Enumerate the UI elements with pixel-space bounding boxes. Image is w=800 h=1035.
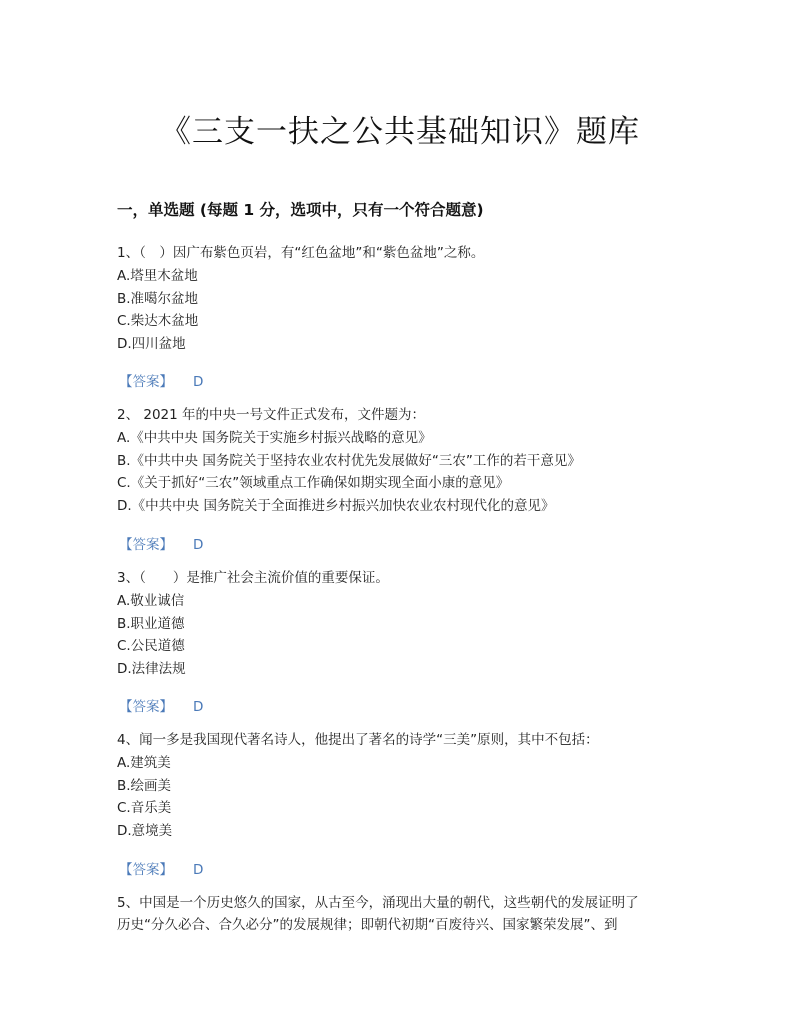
question-2 <box>117 404 687 517</box>
answer-value: D <box>193 862 204 878</box>
option-a: A.建筑美 <box>117 755 171 771</box>
answer-label: 【答案】 <box>119 699 173 715</box>
section-heading: 一，单选题 (每题 1 分，选项中，只有一个符合题意) <box>117 201 484 219</box>
option-b: B.绘画美 <box>117 777 172 794</box>
option-d: D.法律法规 <box>117 660 186 677</box>
question-stem-line-2: 历史“分久必合、合久必分”的发展规律；即朝代初期“百废待兴、国家繁荣发展”、到 <box>117 917 618 933</box>
option-a: A.塔里木盆地 <box>117 268 198 284</box>
question-stem-line-1: 5、中国是一个历史悠久的国家，从古至今，涌现出大量的朝代，这些朝代的发展证明了 <box>117 895 639 911</box>
option-c: C.公民道德 <box>117 638 185 654</box>
answer-4 <box>117 858 203 878</box>
answer-value: D <box>193 699 204 715</box>
option-d: D.意境美 <box>117 822 173 839</box>
answer-1 <box>117 370 203 390</box>
answer-label: 【答案】 <box>119 537 173 553</box>
question-4 <box>117 729 687 842</box>
option-a: A.敬业诚信 <box>117 593 185 609</box>
question-3 <box>117 567 687 680</box>
answer-label: 【答案】 <box>119 862 173 878</box>
option-c: C.《关于抓好“三农”领域重点工作确保如期实现全面小康的意见》 <box>117 475 510 491</box>
question-stem: 3、（ ）是推广社会主流价值的重要保证。 <box>117 570 389 586</box>
answer-value: D <box>193 537 204 553</box>
option-a: A.《中共中央 国务院关于实施乡村振兴战略的意见》 <box>117 430 432 446</box>
question-stem: 1、（ ）因广布紫色页岩，有“红色盆地”和“紫色盆地”之称。 <box>117 245 485 261</box>
option-c: C.音乐美 <box>117 800 172 816</box>
option-d: D.《中共中央 国务院关于全面推进乡村振兴加快农业农村现代化的意见》 <box>117 497 555 514</box>
option-c: C.柴达木盆地 <box>117 313 199 329</box>
question-1 <box>117 242 687 355</box>
question-stem: 4、闻一多是我国现代著名诗人，他提出了著名的诗学“三美”原则，其中不包括： <box>117 732 599 748</box>
answer-2 <box>117 533 203 553</box>
option-b: B.职业道德 <box>117 615 185 632</box>
answer-value: D <box>193 374 204 390</box>
document-title: 《三支一扶之公共基础知识》题库 <box>160 114 640 150</box>
question-5 <box>117 892 687 936</box>
question-stem: 2、 2021 年的中央一号文件正式发布，文件题为： <box>117 407 426 423</box>
option-d: D.四川盆地 <box>117 335 186 352</box>
option-b: B.准噶尔盆地 <box>117 290 199 307</box>
option-b: B.《中共中央 国务院关于坚持农业农村优先发展做好“三农”工作的若干意见》 <box>117 452 581 469</box>
answer-label: 【答案】 <box>119 374 173 390</box>
answer-3 <box>117 695 203 715</box>
